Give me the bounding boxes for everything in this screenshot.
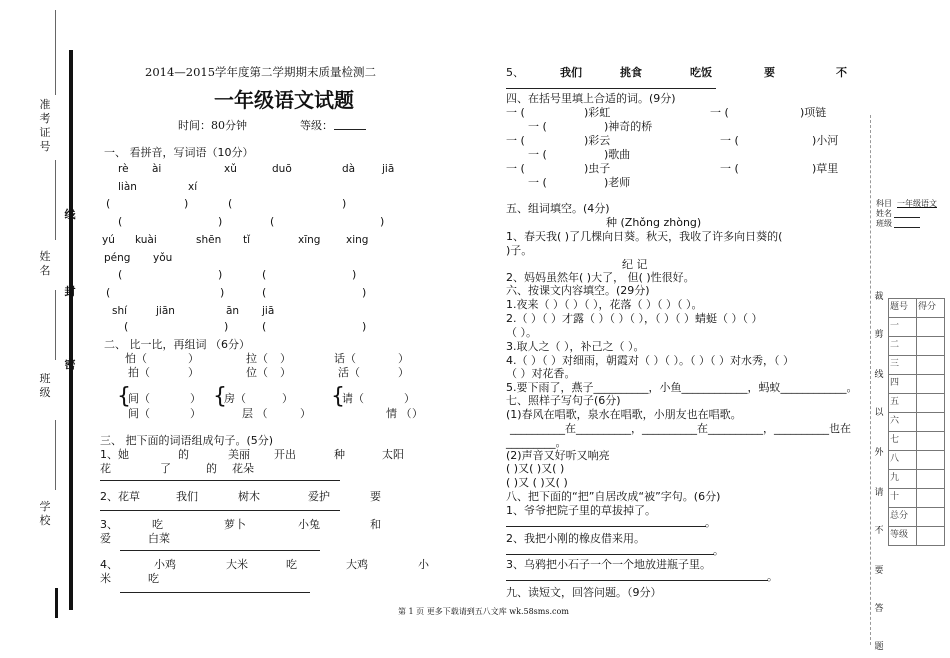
q3-word: 爱护 <box>308 490 330 503</box>
q5-sentence: )子。 <box>506 244 533 257</box>
q5-title: 五、组词填空。(4分) <box>506 202 610 215</box>
cut-char: 以 <box>874 408 884 418</box>
answer-paren[interactable]: ) <box>380 215 385 228</box>
answer-paren[interactable]: ( <box>228 197 233 210</box>
q8-sentence: 1、爷爷把院子里的草拔掉了。 <box>506 504 656 517</box>
cut-char: 答 <box>874 604 884 614</box>
q2-item: ） <box>398 366 409 379</box>
q3-word: 2、花草 <box>100 490 140 503</box>
score-row-label: 三 <box>889 356 917 375</box>
score-row <box>889 489 945 508</box>
q3-word: 小鸡 <box>154 558 176 571</box>
q3-word: 吃 <box>286 558 297 571</box>
q1-py: kuài <box>135 234 157 246</box>
q1-py: yǒu <box>153 252 173 264</box>
name-blank[interactable] <box>894 217 920 218</box>
q3-word: 小 <box>418 558 429 571</box>
score-cell[interactable] <box>917 451 945 470</box>
class-blank[interactable] <box>894 227 920 228</box>
brace: { <box>331 384 345 409</box>
cut-char: 题 <box>874 642 884 652</box>
q8-title: 八、把下面的“把”自居改成“被”字句。(6分) <box>506 490 721 503</box>
score-row <box>889 318 945 337</box>
exam-no-label: 准考证号 <box>39 98 51 153</box>
answer-paren[interactable]: ) <box>352 268 357 281</box>
q3-word: 小兔 <box>298 518 320 531</box>
score-header-row <box>889 299 945 318</box>
q7-blank[interactable]: _________。 <box>506 436 567 449</box>
q3-word: 吃 <box>148 572 159 585</box>
q4-item: )彩云 <box>584 134 611 147</box>
score-row-label: 八 <box>889 451 917 470</box>
q1-py: ān <box>226 305 240 317</box>
score-row <box>889 470 945 489</box>
answer-paren[interactable]: ) <box>362 286 367 299</box>
q3-word: 种 <box>334 448 345 461</box>
answer-paren[interactable]: ( <box>262 320 267 333</box>
answer-paren[interactable]: ( <box>118 215 123 228</box>
page-title: 一年级语文试题 <box>214 88 354 112</box>
q1-title: 一、 看拼音，写词语（10分） <box>104 146 254 159</box>
q3-word: 美丽 <box>228 448 250 461</box>
q2-group: 请（ <box>342 392 364 405</box>
answer-paren[interactable]: ( <box>270 215 275 228</box>
q7-example: (2)声音又好听又响亮 <box>506 449 610 462</box>
score-row-label: 四 <box>889 375 917 394</box>
q4-item: )老师 <box>604 176 631 189</box>
q8-answer-line[interactable] <box>506 554 714 555</box>
margin-line-top <box>55 10 56 95</box>
q1-py: tǐ <box>243 234 251 246</box>
q3-answer-line[interactable] <box>506 88 716 89</box>
q3-word: 不 <box>836 66 847 79</box>
seal-char-3: 密 <box>64 358 76 371</box>
score-cell[interactable] <box>917 394 945 413</box>
q3-answer-line[interactable] <box>100 510 340 511</box>
q4-item: 一 ( <box>528 148 547 161</box>
score-row <box>889 337 945 356</box>
q2-item: 位（ <box>246 366 268 379</box>
score-cell[interactable] <box>917 413 945 432</box>
q6-line: （ ）。 <box>506 326 537 339</box>
score-row-label: 五 <box>889 394 917 413</box>
seal-char-1: 线 <box>64 208 76 221</box>
binding-bar-short <box>55 588 58 618</box>
q4-item: )彩虹 <box>584 106 611 119</box>
q3-word: 我们 <box>176 490 198 503</box>
q6-line: 4.（ ）（ ）对细雨，朝霞对（ ）（ ）。（ ）（ ）对水秀，（ ） <box>506 354 794 367</box>
score-row <box>889 432 945 451</box>
q4-item: )神奇的桥 <box>604 120 653 133</box>
q1-py: ài <box>152 163 162 175</box>
q3-word: 吃 <box>152 518 163 531</box>
answer-paren[interactable]: ) <box>224 320 229 333</box>
subject-label: 科目 <box>876 199 892 208</box>
score-row-label: 等级 <box>889 527 917 546</box>
q3-word: 米 <box>100 572 111 585</box>
q7-title: 七、照样子写句子(6分) <box>506 394 621 407</box>
q1-py: jiā <box>382 163 395 175</box>
q3-word: 花朵 <box>232 462 254 475</box>
q3-word: 的 <box>206 462 217 475</box>
seal-char-2: 封 <box>64 285 76 298</box>
q2-group: 间（ <box>128 407 150 420</box>
q4-item: 一 ( <box>506 162 525 175</box>
q2-group: 层 （ <box>242 407 268 420</box>
q3-word: 的 <box>178 448 189 461</box>
q3-word: 3、 <box>100 518 118 531</box>
q2-item: ） <box>280 352 291 365</box>
q3-word: 爱 <box>100 532 111 545</box>
q2-group: ） <box>190 392 201 405</box>
q3-answer-line[interactable] <box>100 480 340 481</box>
score-row <box>889 508 945 527</box>
q3-word: 吃饭 <box>690 66 712 79</box>
margin-line-1 <box>55 160 56 240</box>
q8-answer-line[interactable] <box>506 526 706 527</box>
answer-paren[interactable]: ) <box>362 320 367 333</box>
q4-item: )草里 <box>812 162 839 175</box>
q4-item: )小河 <box>812 134 839 147</box>
score-table <box>888 298 945 546</box>
q7-blank[interactable]: ( )又 ( )又( ) <box>506 476 568 489</box>
q6-line: 5.要下雨了，燕子__________，小鱼____________，蚂蚁____________。 <box>506 381 858 394</box>
answer-paren[interactable]: ( <box>106 286 111 299</box>
score-cell[interactable] <box>917 470 945 489</box>
q2-group: 情 （ <box>386 407 412 420</box>
q7-blank[interactable]: ( )又( )又( ) <box>506 462 565 475</box>
q3-word: 大鸡 <box>346 558 368 571</box>
q2-item: ） <box>188 366 199 379</box>
answer-paren[interactable]: ) <box>218 215 223 228</box>
q3-answer-line[interactable] <box>120 550 320 551</box>
score-cell[interactable] <box>917 337 945 356</box>
q4-item: )歌曲 <box>604 148 631 161</box>
score-cell[interactable] <box>917 375 945 394</box>
answer-paren[interactable]: ( <box>124 320 129 333</box>
q2-item: ） <box>398 352 409 365</box>
q2-item: ） <box>188 352 199 365</box>
class-label-right: 班级 <box>876 219 892 228</box>
q5-sentence: 2、妈妈虽然年( )大了， 但( )性很好。 <box>506 271 695 284</box>
q2-group: ） <box>300 407 311 420</box>
q1-py: dà <box>342 163 356 175</box>
subject-value: 一年级语文 <box>897 199 937 208</box>
q1-py: rè <box>118 163 129 175</box>
q2-title: 二、 比一比，再组词 （6分） <box>104 338 250 351</box>
q1-py: jiā <box>262 305 275 317</box>
score-row-label: 十 <box>889 489 917 508</box>
q7-example: (1)春风在唱歌，泉水在唱歌，小朋友也在唱歌。 <box>506 408 742 421</box>
score-row-label: 六 <box>889 413 917 432</box>
q2-group: ） <box>190 407 201 420</box>
cut-char: 剪 <box>874 330 884 340</box>
score-row <box>889 394 945 413</box>
q3-word: 5、 <box>506 66 524 79</box>
q6-line: 3.取人之（ ），补己之（ ）。 <box>506 340 645 353</box>
q4-item: 一 ( <box>528 176 547 189</box>
cut-char: 裁 <box>874 292 884 302</box>
name-label: 姓名 <box>39 250 51 277</box>
score-cell[interactable] <box>917 508 945 527</box>
q2-group: ） <box>282 392 293 405</box>
q3-word: 了 <box>160 462 171 475</box>
q6-line: 1.夜来（ ）（ ）（ ），花落（ ）（ ）（ ）。 <box>506 298 703 311</box>
score-head-cell: 得分 <box>917 299 945 318</box>
q4-title: 四、在括号里填上合适的词。(9分) <box>506 92 676 105</box>
cut-char: 请 <box>874 488 884 498</box>
q5-sentence: 1、春天我( )了几棵向日葵。秋天，我收了许多向日葵的( <box>506 230 783 243</box>
brace: { <box>213 384 227 409</box>
q3-word: 1、她 <box>100 448 129 461</box>
q3-word: 开出 <box>274 448 296 461</box>
score-cell[interactable] <box>917 489 945 508</box>
cut-line <box>870 115 871 645</box>
q1-py: duō <box>272 163 292 175</box>
q2-group: ） <box>412 407 423 420</box>
footer: 第 1 页 更多下载请到五八文库 wk.58sms.com <box>398 607 569 616</box>
q1-py: jiān <box>156 305 175 317</box>
score-row-label: 七 <box>889 432 917 451</box>
q4-item: 一 ( <box>506 106 525 119</box>
q2-group: 房（ <box>224 392 246 405</box>
q2-item: 活（ <box>338 366 360 379</box>
answer-paren[interactable]: ) <box>218 268 223 281</box>
q2-item: 话（ <box>334 352 356 365</box>
q3-word: 要 <box>764 66 775 79</box>
q1-py: xǔ <box>224 163 237 175</box>
score-cell[interactable] <box>917 356 945 375</box>
q3-word: 挑食 <box>620 66 642 79</box>
q6-title: 六、按课文内容填空。(29分) <box>506 284 650 297</box>
q4-item: )虫子 <box>584 162 611 175</box>
score-cell[interactable] <box>917 527 945 546</box>
q3-word: 大米 <box>226 558 248 571</box>
score-cell[interactable] <box>917 318 945 337</box>
answer-paren[interactable]: ( <box>262 286 267 299</box>
school-label: 学校 <box>39 500 51 527</box>
class-label: 班 级 <box>39 372 51 399</box>
score-row <box>889 356 945 375</box>
time-label: 时间：80分钟 <box>178 119 247 132</box>
q2-item: 拉（ <box>246 352 268 365</box>
q8-dot: 。 <box>713 544 724 557</box>
q1-py: yú <box>102 234 115 246</box>
answer-paren[interactable]: ) <box>342 197 347 210</box>
q5-chars: 纪 记 <box>622 258 648 271</box>
cut-char: 不 <box>874 526 884 536</box>
q1-py: xí <box>188 181 198 193</box>
q2-item: 怕（ <box>125 352 147 365</box>
score-row <box>889 451 945 470</box>
q4-item: 一 ( <box>710 106 729 119</box>
score-cell[interactable] <box>917 432 945 451</box>
q6-line: 2.（ ）（ ）才露（ ）（ ）（ ），（ ）（ ）蜻蜓（ ）（ ） <box>506 312 763 325</box>
q5-pinyin: 种 (Zhǒng zhòng) <box>606 216 702 229</box>
q8-dot: 。 <box>705 516 716 529</box>
year-line: 2014—2015学年度第二学期期末质量检测二 <box>145 65 377 79</box>
q6-line: （ ）对花香。 <box>506 367 576 380</box>
margin-line-2 <box>55 290 56 360</box>
q9-title: 九、读短文，回答问题。（9分） <box>506 586 662 599</box>
cut-char: 要 <box>874 566 884 576</box>
q1-py: shí <box>112 305 128 317</box>
binding-bar <box>69 50 73 610</box>
q2-group: 间（ <box>128 392 150 405</box>
q4-item: 一 ( <box>528 120 547 133</box>
grade-blank[interactable] <box>334 129 366 130</box>
q1-py: shēn <box>196 234 222 246</box>
q8-sentence: 2、我把小刚的橡皮借来用。 <box>506 532 645 545</box>
cut-char: 线 <box>874 370 884 380</box>
q3-word: 4、 <box>100 558 118 571</box>
q3-word: 太阳 <box>382 448 404 461</box>
q3-word: 树木 <box>238 490 260 503</box>
q3-word: 花 <box>100 462 111 475</box>
score-row-label: 一 <box>889 318 917 337</box>
q7-blank[interactable]: __________在__________，__________在__________，__________也在 <box>510 422 851 435</box>
q3-word: 我们 <box>560 66 582 79</box>
q3-title: 三、 把下面的词语组成句子。(5分) <box>100 434 274 447</box>
score-row <box>889 413 945 432</box>
q2-group: ） <box>404 392 415 405</box>
margin-line-3 <box>55 420 56 490</box>
q1-py: péng <box>104 252 131 264</box>
score-row <box>889 527 945 546</box>
answer-paren[interactable]: ) <box>184 197 189 210</box>
answer-paren[interactable]: ) <box>220 286 225 299</box>
q3-word: 白菜 <box>148 532 170 545</box>
q4-item: )项链 <box>800 106 827 119</box>
name-label-right: 姓名 <box>876 209 892 218</box>
score-row-label: 二 <box>889 337 917 356</box>
q1-py: xīng <box>298 234 321 246</box>
q8-dot: 。 <box>767 570 778 583</box>
answer-paren[interactable]: ( <box>262 268 267 281</box>
answer-paren[interactable]: ( <box>118 268 123 281</box>
q3-word: 要 <box>370 490 381 503</box>
cut-char: 外 <box>874 448 884 458</box>
q2-item: ） <box>280 366 291 379</box>
q3-word: 和 <box>370 518 381 531</box>
grade-label: 等级： <box>300 119 333 132</box>
q8-sentence: 3、乌鸦把小石子一个一个地放进瓶子里。 <box>506 558 711 571</box>
q1-py: liàn <box>118 181 137 193</box>
q4-item: 一 ( <box>506 134 525 147</box>
q2-item: 拍（ <box>128 366 150 379</box>
score-row-label: 总分 <box>889 508 917 527</box>
score-row <box>889 375 945 394</box>
q3-word: 萝卜 <box>224 518 246 531</box>
brace: { <box>117 384 131 409</box>
q4-item: 一 ( <box>720 162 739 175</box>
q4-item: 一 ( <box>720 134 739 147</box>
score-head-cell: 题号 <box>889 299 917 318</box>
q1-py: xing <box>346 234 369 246</box>
score-row-label: 九 <box>889 470 917 489</box>
answer-paren[interactable]: ( <box>106 197 111 210</box>
q3-answer-line[interactable] <box>120 592 310 593</box>
q8-answer-line[interactable] <box>506 580 768 581</box>
